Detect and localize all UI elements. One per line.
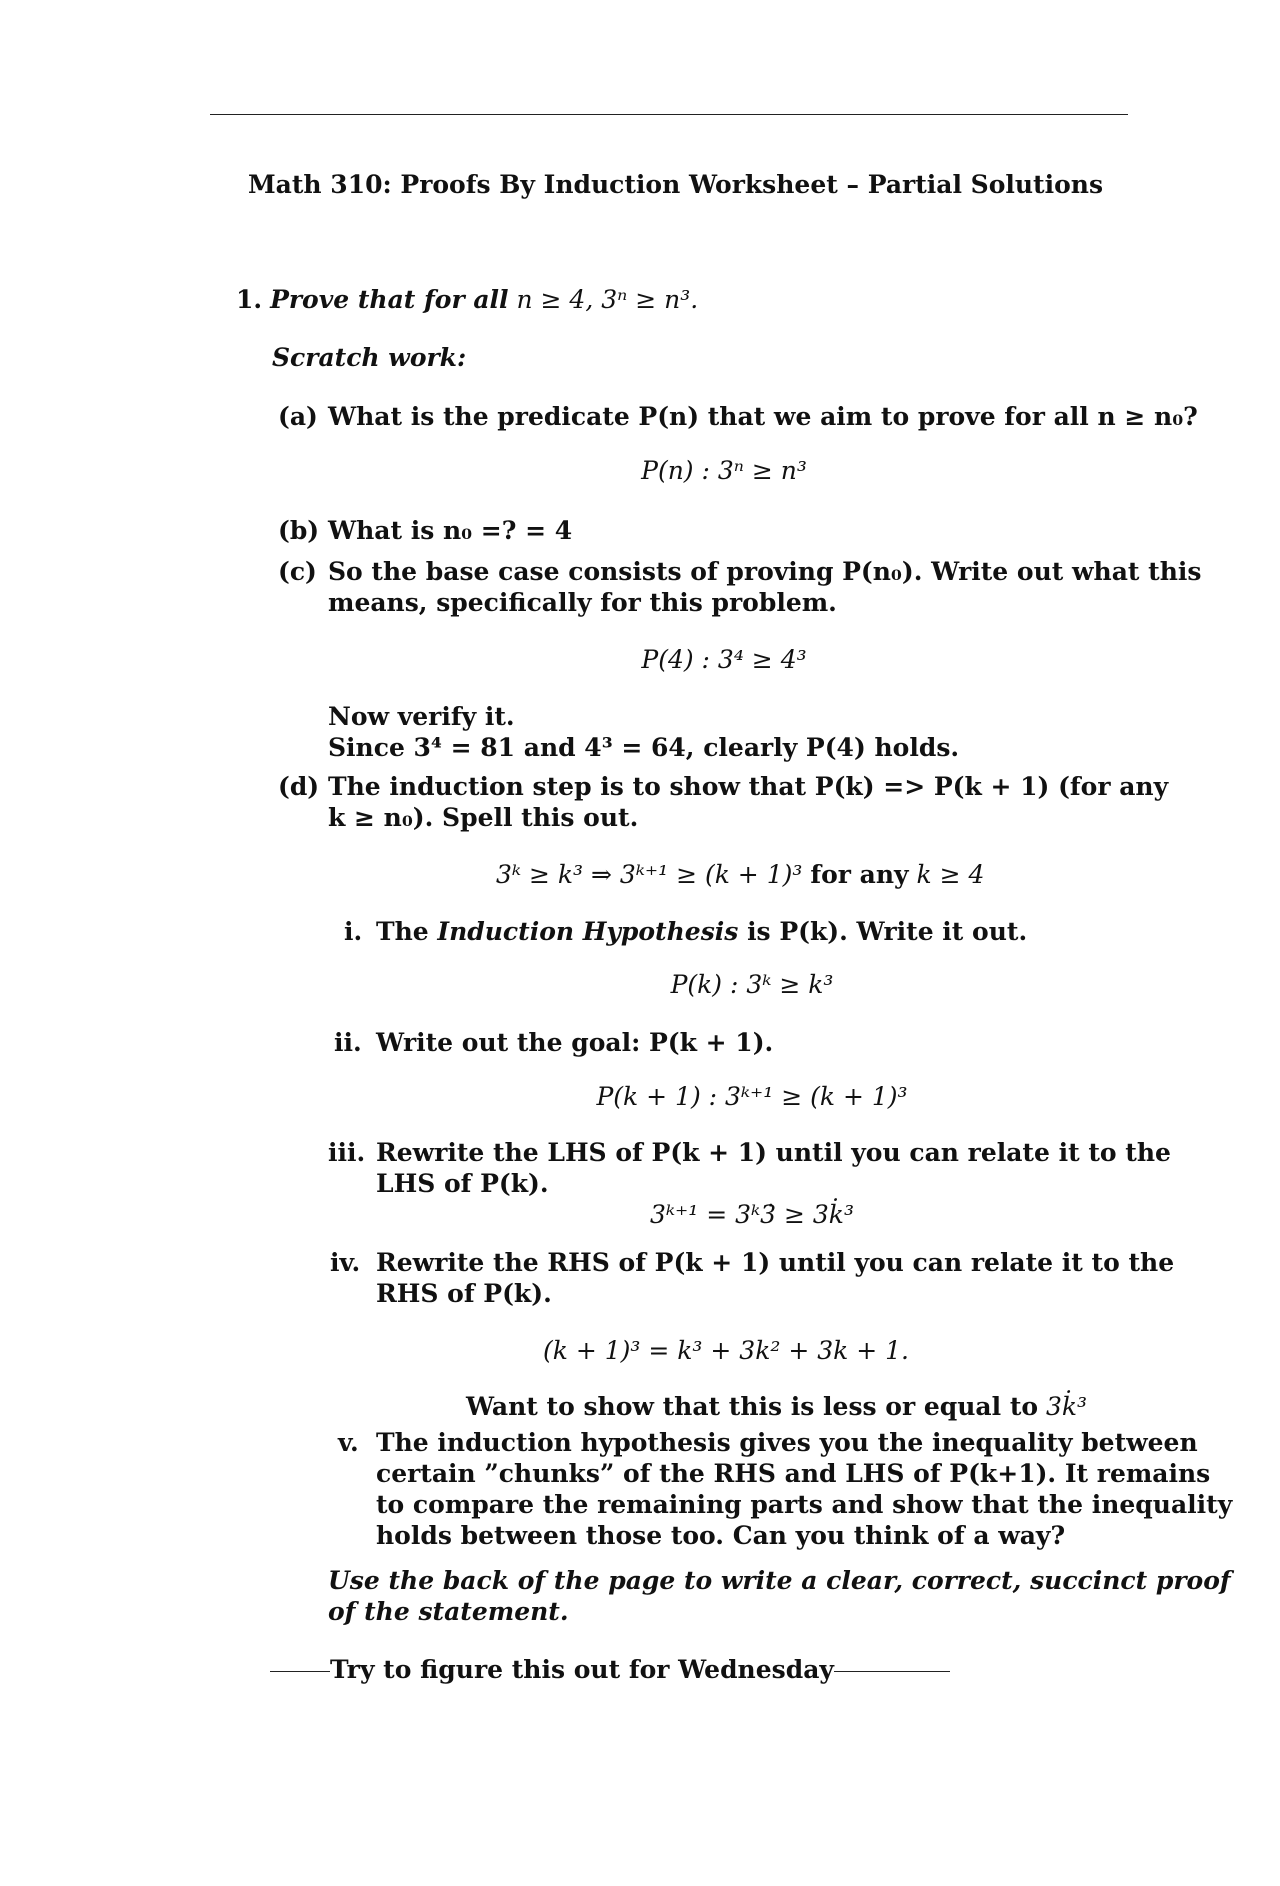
part-c-since: Since 3⁴ = 81 and 4³ = 64, clearly P(4) holds. (328, 733, 960, 762)
scratch-work-label: Scratch work: (272, 343, 467, 372)
sub-i-answer: P(k) : 3ᵏ ≥ k³ (670, 970, 834, 999)
sub-ii-answer: P(k + 1) : 3ᵏ⁺¹ ≥ (k + 1)³ (596, 1082, 908, 1111)
sub-iv-question-line2: RHS of P(k). (376, 1279, 552, 1308)
sub-iii-question-line2: LHS of P(k). (376, 1169, 549, 1198)
sub-iv-want-text: Want to show that this is less or equal to (466, 1392, 1039, 1421)
sub-i-pre: The (376, 917, 429, 946)
sub-v-line1: The induction hypothesis gives you the inequality between (376, 1428, 1198, 1457)
sub-iv-question-line1: Rewrite the RHS of P(k + 1) until you can relate it to the (376, 1248, 1175, 1277)
part-b-label: (b) (278, 516, 320, 545)
sub-i-post: is P(k). Write it out. (747, 917, 1028, 946)
part-b-question: What is n₀ =? = 4 (328, 516, 573, 545)
footer-text: Try to figure this out for Wednesday (330, 1655, 834, 1684)
sub-v-line4: holds between those too. Can you think of a way? (376, 1521, 1066, 1550)
sub-i-label: i. (344, 917, 363, 946)
part-d-answer-math: 3ᵏ ≥ k³ ⇒ 3ᵏ⁺¹ ≥ (k + 1)³ (496, 860, 803, 889)
sub-i-emphasis: Induction Hypothesis (437, 917, 739, 946)
problem-number: 1. (236, 285, 263, 314)
closing-line2: of the statement. (328, 1597, 569, 1626)
sub-ii-question: Write out the goal: P(k + 1). (376, 1028, 774, 1057)
problem-statement-math: n ≥ 4, 3ⁿ ≥ n³. (516, 285, 699, 314)
part-d-question-line1: The induction step is to show that P(k) => P(k + 1) (for any (328, 772, 1169, 801)
part-a-answer: P(n) : 3ⁿ ≥ n³ (641, 456, 807, 485)
sub-v-label: v. (338, 1428, 359, 1457)
part-a-label: (a) (278, 402, 318, 431)
sub-ii-label: ii. (334, 1028, 362, 1057)
top-rule (210, 114, 1128, 115)
part-c-label: (c) (278, 557, 317, 586)
part-d-answer-tail: k ≥ 4 (916, 860, 985, 889)
footer-note (270, 1655, 950, 1684)
part-d-answer-text: for any (810, 860, 909, 889)
part-c-verify: Now verify it. (328, 702, 515, 731)
part-d-label: (d) (278, 772, 320, 801)
sub-iv-want-math: 3k̇³ (1046, 1392, 1088, 1421)
sub-iv-answer: (k + 1)³ = k³ + 3k² + 3k + 1. (543, 1336, 909, 1365)
sub-iii-answer: 3ᵏ⁺¹ = 3ᵏ3̇ ≥ 3k̇³ (650, 1200, 854, 1229)
part-a-question: What is the predicate P(n) that we aim to prove for all n ≥ n₀? (328, 402, 1198, 431)
footer-rule-right (834, 1671, 950, 1672)
sub-v-line2: certain ”chunks” of the RHS and LHS of P(k+1). It remains (376, 1459, 1211, 1488)
problem-statement (236, 285, 698, 314)
sub-iv-label: iv. (330, 1248, 361, 1277)
footer-rule-left (270, 1671, 330, 1672)
part-d-question-line2: k ≥ n₀). Spell this out. (328, 803, 639, 832)
problem-statement-text: Prove that for all (270, 285, 509, 314)
page-title: Math 310: Proofs By Induction Worksheet – Partial Solutions (248, 170, 1104, 199)
sub-iv-want (466, 1392, 1087, 1421)
closing-line1: Use the back of the page to write a clear, correct, succinct proof (328, 1566, 1231, 1595)
sub-v-line3: to compare the remaining parts and show that the inequality (376, 1490, 1233, 1519)
part-c-answer: P(4) : 3⁴ ≥ 4³ (641, 645, 807, 674)
sub-iii-label: iii. (328, 1138, 366, 1167)
part-c-question-line1: So the base case consists of proving P(n₀). Write out what this (328, 557, 1202, 586)
sub-iii-question-line1: Rewrite the LHS of P(k + 1) until you can relate it to the (376, 1138, 1171, 1167)
part-d-answer (496, 860, 984, 889)
part-c-question-line2: means, specifically for this problem. (328, 588, 837, 617)
sub-i-question (376, 917, 1027, 946)
